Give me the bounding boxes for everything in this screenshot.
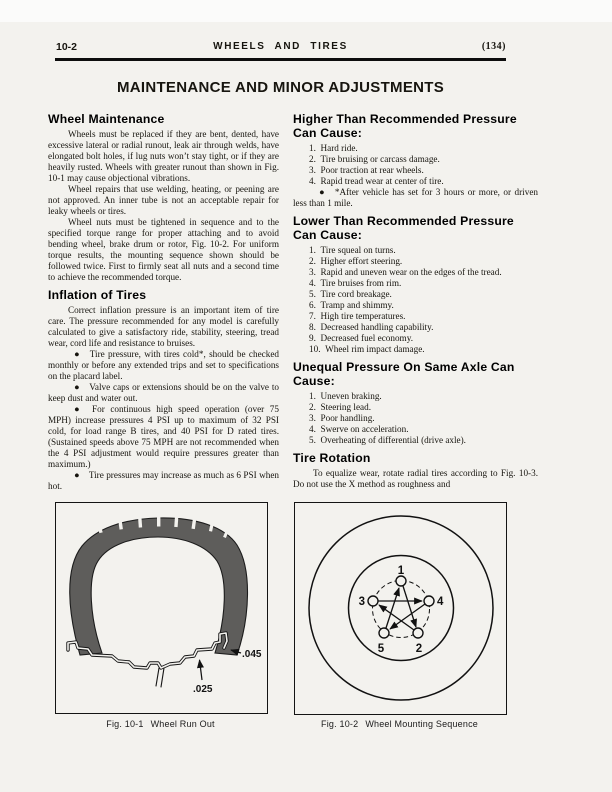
right-column <box>293 106 538 490</box>
running-title: WHEELS AND TIRES <box>213 41 348 52</box>
section-heading-tire-rotation: Tire Rotation <box>293 451 371 465</box>
section-heading-inflation-of-tires: Inflation of Tires <box>48 288 147 302</box>
bullet-item: ● Tire pressure, with tires cold*, should be checked monthly or before any extended trips and set to specifications on the placard label. <box>48 349 279 381</box>
wheel-outer-circle <box>309 516 493 700</box>
list-item: 6. Tramp and shimmy. <box>309 300 394 310</box>
list-item: 7. High tire temperatures. <box>309 311 406 321</box>
page-title: MAINTENANCE AND MINOR ADJUSTMENTS <box>116 79 445 96</box>
figure-2-title: Wheel Mounting Sequence <box>365 719 478 729</box>
scan-margin <box>0 0 612 22</box>
lug-nuts <box>368 576 434 638</box>
list-item: 5. Tire cord breakage. <box>309 289 392 299</box>
sequence-arrows <box>378 586 425 630</box>
bolt-label-3: 3 <box>358 596 365 608</box>
list-item: 5. Overheating of differential (drive axle). <box>309 435 466 445</box>
paragraph: Wheels must be replaced if they are bent, dented, have excessive lateral or radial runout, leak air through welds, have elongated bolt holes, if lug nuts won’t stay tight, or if they are heavily rusted. Wheels with greater runout than shown in Fig. 10-1 may cause objectional vibrations. <box>48 129 279 183</box>
list-item: 2. Tire bruising or carcass damage. <box>309 154 440 164</box>
bolt-label-4: 4 <box>437 596 444 608</box>
paragraph: To equalize wear, rotate radial tires according to Fig. 10-3. Do not use the X method as roughness and <box>293 468 538 489</box>
bead-runout-arrow <box>200 660 203 680</box>
figure-1-title: Wheel Run Out <box>150 719 215 729</box>
figure-wheel-mounting-sequence <box>294 502 507 715</box>
figure-2-label: Fig. 10-2 <box>321 719 359 729</box>
figure-2-caption <box>294 719 505 729</box>
paragraph: Wheel repairs that use welding, heating, or peening are not approved. An inner tube is not an acceptable repair for leaky wheels or tires. <box>48 184 279 216</box>
flange-runout-value: .045 <box>242 649 262 660</box>
figure-1-label: Fig. 10-1 <box>106 719 144 729</box>
bolt-label-5: 5 <box>377 643 385 655</box>
list-item: 4. Swerve on acceleration. <box>309 424 409 434</box>
page-number: 10-2 <box>56 41 78 53</box>
wheel-run-out-drawing <box>56 503 267 713</box>
bolt-label-2: 2 <box>415 643 423 655</box>
bullet-item: ● For continuous high speed operation (over 75 MPH) increase pressures 4 PSI up to maximum of 32 PSI cold, for load range B tires, and 40 PSI for D rated tires. (Sustained speeds above 75 MPH are not recommended when the 4 PSI adjustment would require pressures greater than maximum.) <box>48 404 279 469</box>
list-item: 1. Hard ride. <box>309 143 358 153</box>
section-heading-higher-pressure: Higher Than Recommended Pressure Can Cause: <box>293 112 517 140</box>
bead-runout-value: .025 <box>193 684 213 695</box>
bullet-item: ● Tire pressures may increase as much as 6 PSI when hot. <box>48 470 279 491</box>
figure-1-caption <box>55 719 266 729</box>
list-item: 4. Rapid tread wear at center of tire. <box>309 176 444 186</box>
page-ref: (134) <box>481 41 506 52</box>
paragraph: Wheel nuts must be tightened in sequence and to the specified torque range for proper attaching and to avoid bending wheel, brake drum or rotor, Fig. 10-2. For uniform torque results, the mounting sequence shown should be followed twice. First to firmly seat all nuts and a second time to achieve the recommended torque. <box>48 217 279 282</box>
list-item: 3. Rapid and uneven wear on the edges of the tread. <box>309 267 502 277</box>
mounting-sequence-drawing <box>295 503 506 714</box>
list-item: 8. Decreased handling capability. <box>309 322 434 332</box>
section-heading-lower-pressure: Lower Than Recommended Pressure Can Cause: <box>293 214 514 242</box>
list-item: 10. Wheel rim impact damage. <box>309 344 425 354</box>
list-item: 4. Tire bruises from rim. <box>309 278 402 288</box>
list-item: 3. Poor traction at rear wheels. <box>309 165 424 175</box>
list-item: 9. Decreased fuel economy. <box>309 333 413 343</box>
list-item: 1. Tire squeal on turns. <box>309 245 396 255</box>
bullet-item: ● Valve caps or extensions should be on the valve to keep dust and water out. <box>48 382 279 403</box>
list-item: 2. Higher effort steering. <box>309 256 403 266</box>
list-item: 2. Steering lead. <box>309 402 371 412</box>
bolt-label-1: 1 <box>397 565 405 577</box>
header-rule <box>55 58 506 61</box>
figure-wheel-run-out <box>55 502 268 714</box>
section-heading-unequal-pressure: Unequal Pressure On Same Axle Can Cause: <box>293 360 515 388</box>
paragraph: Correct inflation pressure is an important item of tire care. The pressure recommended for any model is carefully calculated to give a satisfactory ride, stability, steering, tread wear, cord life and resistance to bruises. <box>48 305 279 348</box>
left-column <box>48 106 279 492</box>
section-heading-wheel-maintenance: Wheel Maintenance <box>48 112 165 126</box>
list-item: 1. Uneven braking. <box>309 391 382 401</box>
footnote: ● *After vehicle has set for 3 hours or more, or driven less than 1 mile. <box>293 187 538 208</box>
list-item: 3. Poor handling. <box>309 413 375 423</box>
